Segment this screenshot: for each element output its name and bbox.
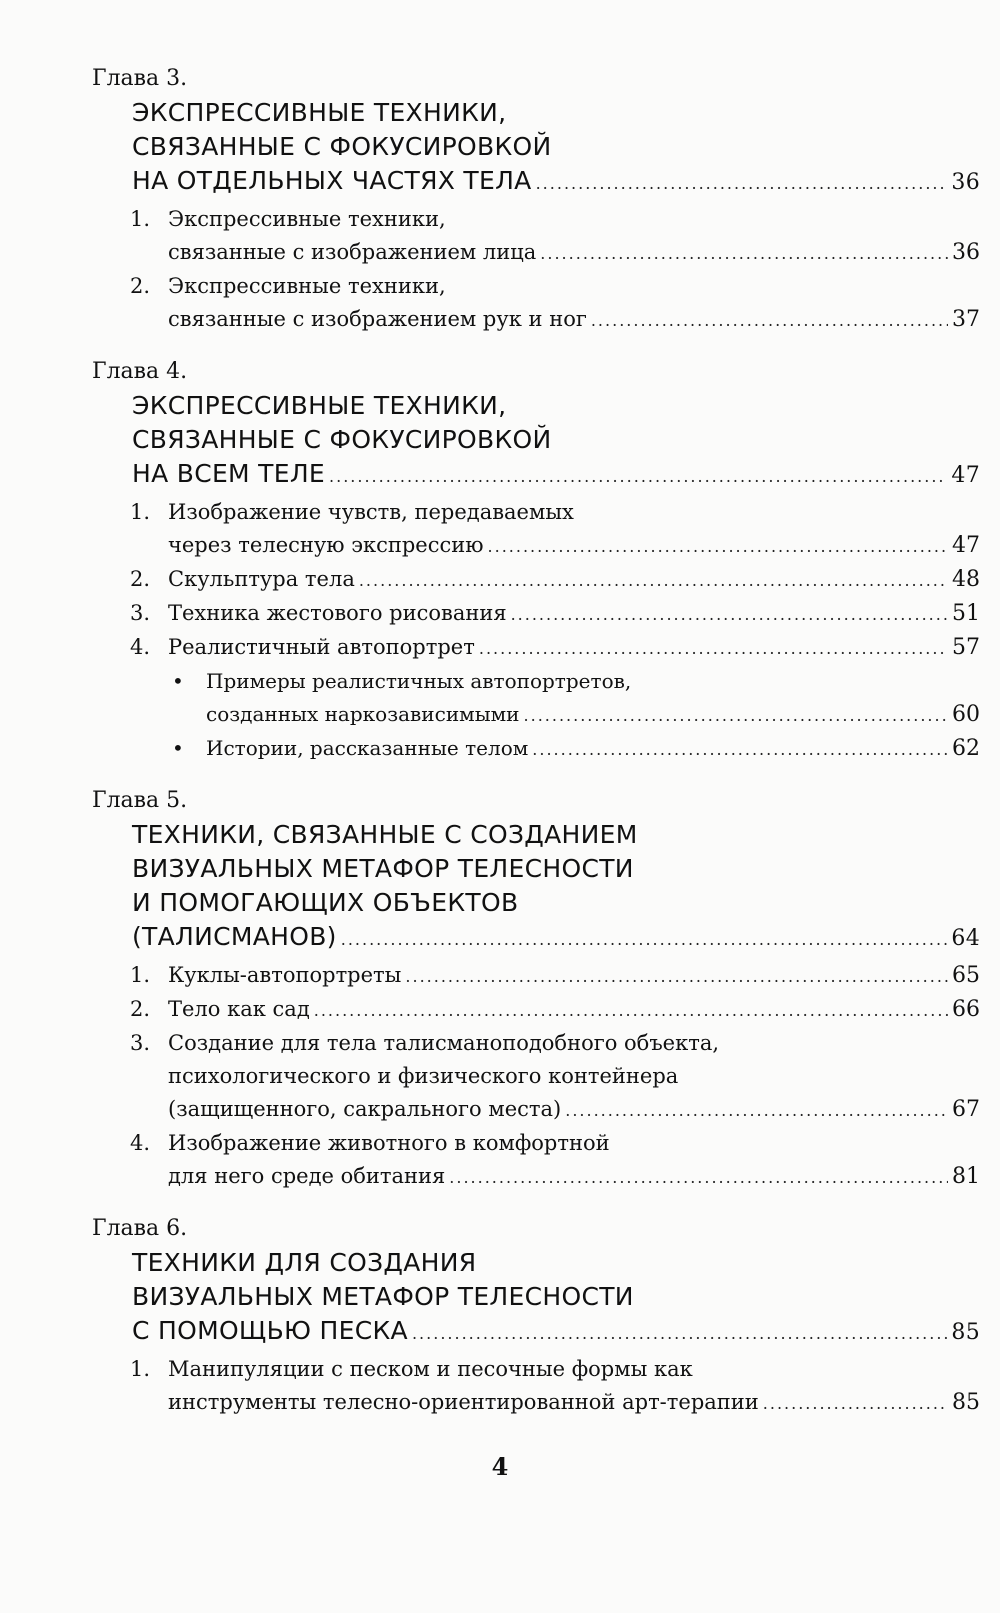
- bullet-mark: •: [172, 669, 184, 693]
- section-list: [92, 203, 980, 337]
- chapter-title-entry: [132, 920, 980, 957]
- entry-page: 51: [952, 601, 980, 626]
- chapter-label: Глава 6.: [92, 1216, 188, 1241]
- entry-text: Техника жестового рисования: [168, 601, 507, 625]
- entry-page: 64: [951, 926, 980, 951]
- chapter-title-line: И ПОМОГАЮЩИХ ОБЪЕКТОВ: [132, 888, 519, 917]
- entry-page: 81: [952, 1164, 980, 1189]
- chapter-title: [92, 96, 980, 201]
- dot-leader: [479, 632, 948, 665]
- entry-page: 47: [952, 533, 980, 558]
- section-list: [92, 959, 980, 1194]
- chapter-title: [92, 389, 980, 494]
- chapter-title-line: ТЕХНИКИ, СВЯЗАННЫЕ С СОЗДАНИЕМ: [132, 820, 638, 849]
- section-title-entry: [168, 236, 980, 270]
- section-title-entry: [168, 303, 980, 337]
- entry-text: (защищенного, сакрального места): [168, 1097, 562, 1121]
- chapter-title: [92, 818, 980, 957]
- section-title-entry: [168, 993, 980, 1027]
- section-number: 4.: [130, 1131, 151, 1155]
- entry-page: 48: [952, 567, 980, 592]
- chapter-block: [92, 1212, 980, 1420]
- entry-page: 47: [951, 463, 980, 488]
- section-entry: [92, 993, 980, 1027]
- entry-text: инструменты телесно-ориентированной арт-терапии: [168, 1390, 759, 1414]
- chapter-label: Глава 5.: [92, 788, 188, 813]
- section-entry: [92, 631, 980, 665]
- section-entry: [92, 496, 980, 563]
- subsection-entry: [92, 732, 980, 766]
- table-of-contents: [92, 62, 980, 1438]
- entry-text: С ПОМОЩЬЮ ПЕСКА: [132, 1316, 408, 1345]
- section-number: 1.: [130, 1357, 151, 1381]
- section-title-entry: [168, 597, 980, 631]
- chapter-title-line: ВИЗУАЛЬНЫХ МЕТАФОР ТЕЛЕСНОСТИ: [132, 1282, 634, 1311]
- section-title-line: Экспрессивные техники,: [168, 207, 446, 231]
- section-title-entry: [168, 1386, 980, 1420]
- section-entry: [92, 270, 980, 337]
- page-number: 4: [491, 1452, 509, 1481]
- dot-leader: [341, 923, 948, 957]
- section-entry: [92, 203, 980, 270]
- entry-text: Куклы-автопортреты: [168, 963, 402, 987]
- section-number: 2.: [130, 274, 151, 298]
- entry-page: 85: [952, 1390, 980, 1415]
- dot-leader: [329, 460, 947, 494]
- entry-text: связанные с изображением рук и ног: [168, 307, 587, 331]
- entry-page: 36: [951, 170, 980, 195]
- section-title-entry: [168, 529, 980, 563]
- entry-page: 85: [951, 1320, 980, 1345]
- section-number: 2.: [130, 567, 151, 591]
- entry-page: 36: [952, 240, 980, 265]
- section-number: 3.: [130, 1031, 151, 1055]
- entry-text: (ТАЛИСМАНОВ): [132, 922, 337, 951]
- section-title-line: психологического и физического контейнера: [168, 1064, 679, 1088]
- chapter-title-line: ЭКСПРЕССИВНЫЕ ТЕХНИКИ,: [132, 391, 507, 420]
- section-title-line: Создание для тела талисманоподобного объекта,: [168, 1031, 720, 1055]
- section-entry: [92, 1127, 980, 1194]
- dot-leader: [591, 304, 948, 337]
- section-title-entry: [168, 631, 980, 665]
- section-title-entry: [168, 563, 980, 597]
- section-title-entry: [206, 732, 980, 766]
- section-entry: [92, 1027, 980, 1127]
- chapter-title-entry: [132, 164, 980, 201]
- chapter-title-line: ЭКСПРЕССИВНЫЕ ТЕХНИКИ,: [132, 98, 507, 127]
- section-entry: [92, 1353, 980, 1420]
- entry-page: 62: [952, 736, 980, 761]
- entry-page: 66: [952, 997, 980, 1022]
- section-title-line: Манипуляции с песком и песочные формы как: [168, 1357, 693, 1381]
- entry-text: Реалистичный автопортрет: [168, 635, 475, 659]
- section-entry: [92, 959, 980, 993]
- chapter-block: [92, 355, 980, 766]
- section-title-entry: [168, 959, 980, 993]
- chapter-label: Глава 3.: [92, 66, 188, 91]
- entry-text: созданных наркозависимыми: [206, 702, 520, 726]
- entry-page: 37: [952, 307, 980, 332]
- entry-text: через телесную экспрессию: [168, 533, 484, 557]
- dot-leader: [412, 1317, 947, 1351]
- entry-text: Тело как сад: [168, 997, 310, 1021]
- bullet-mark: •: [172, 736, 184, 760]
- dot-leader: [511, 598, 948, 631]
- chapter-title-line: ТЕХНИКИ ДЛЯ СОЗДАНИЯ: [132, 1248, 477, 1277]
- chapter-title: [92, 1246, 980, 1351]
- chapter-label: Глава 4.: [92, 359, 188, 384]
- dot-leader: [314, 994, 948, 1027]
- dot-leader: [488, 530, 948, 563]
- chapter-title-entry: [132, 1314, 980, 1351]
- dot-leader: [536, 167, 948, 201]
- chapter-title-line: СВЯЗАННЫЕ С ФОКУСИРОВКОЙ: [132, 425, 552, 454]
- chapter-title-line: ВИЗУАЛЬНЫХ МЕТАФОР ТЕЛЕСНОСТИ: [132, 854, 634, 883]
- dot-leader: [405, 960, 948, 993]
- dot-leader: [524, 699, 948, 732]
- section-list: [92, 496, 980, 766]
- section-title-line: Изображение животного в комфортной: [168, 1131, 610, 1155]
- dot-leader: [763, 1387, 948, 1420]
- chapter-block: [92, 62, 980, 337]
- section-number: 1.: [130, 207, 151, 231]
- section-number: 1.: [130, 963, 151, 987]
- section-entry: [92, 563, 980, 597]
- section-title-line: Изображение чувств, передаваемых: [168, 500, 574, 524]
- entry-text: для него среде обитания: [168, 1164, 446, 1188]
- dot-leader: [565, 1094, 948, 1127]
- dot-leader: [359, 564, 948, 597]
- chapter-title-entry: [132, 457, 980, 494]
- section-title-line: Примеры реалистичных автопортретов,: [206, 669, 632, 693]
- section-number: 4.: [130, 635, 151, 659]
- chapter-block: [92, 784, 980, 1194]
- dot-leader: [532, 733, 948, 766]
- section-number: 2.: [130, 997, 151, 1021]
- entry-page: 60: [952, 702, 980, 727]
- entry-text: НА ВСЕМ ТЕЛЕ: [132, 459, 326, 488]
- entry-text: Истории, рассказанные телом: [206, 736, 529, 760]
- entry-page: 65: [952, 963, 980, 988]
- dot-leader: [449, 1161, 948, 1194]
- entry-page: 67: [952, 1097, 980, 1122]
- section-title-line: Экспрессивные техники,: [168, 274, 446, 298]
- section-number: 3.: [130, 601, 151, 625]
- entry-page: 57: [952, 635, 980, 660]
- section-list: [92, 1353, 980, 1420]
- entry-text: связанные с изображением лица: [168, 240, 537, 264]
- section-title-entry: [168, 1160, 980, 1194]
- section-number: 1.: [130, 500, 151, 524]
- section-title-entry: [206, 698, 980, 732]
- section-entry: [92, 597, 980, 631]
- section-title-entry: [168, 1093, 980, 1127]
- entry-text: Скульптура тела: [168, 567, 355, 591]
- entry-text: НА ОТДЕЛЬНЫХ ЧАСТЯХ ТЕЛА: [132, 166, 532, 195]
- dot-leader: [540, 237, 948, 270]
- chapter-title-line: СВЯЗАННЫЕ С ФОКУСИРОВКОЙ: [132, 132, 552, 161]
- subsection-entry: [92, 665, 980, 732]
